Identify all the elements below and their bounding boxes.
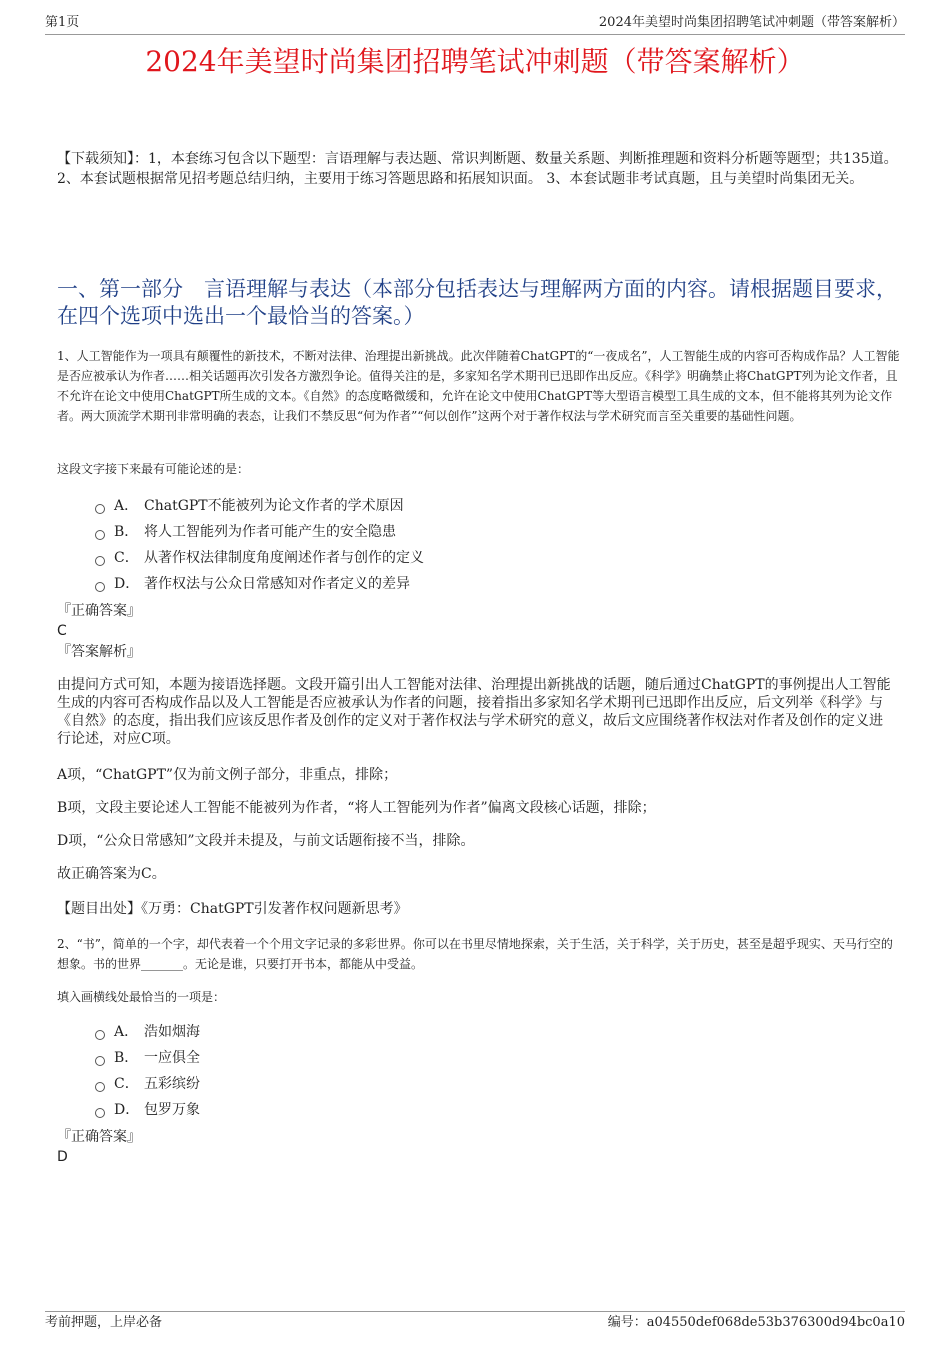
footer-slogan: 考前押题，上岸必备: [45, 1315, 163, 1330]
page-footer: [45, 1311, 905, 1332]
question-1-prompt: 这段文字接下来最有可能论述的是：: [57, 462, 250, 476]
radio-icon[interactable]: [95, 1082, 105, 1092]
answer-value: D: [57, 1149, 68, 1165]
answer-value: C: [57, 623, 67, 639]
option-letter: A．: [114, 498, 139, 514]
option-b[interactable]: [95, 519, 424, 545]
option-d[interactable]: [95, 571, 424, 597]
option-b[interactable]: [95, 1045, 200, 1071]
option-letter: C．: [114, 1076, 139, 1092]
analysis-option-a: A项，“ChatGPT”仅为前文例子部分，非重点，排除；: [57, 767, 398, 783]
option-text: ChatGPT不能被列为论文作者的学术原因: [144, 498, 404, 514]
option-text: 五彩缤纷: [144, 1076, 200, 1092]
analysis-conclusion: 故正确答案为C。: [57, 866, 166, 882]
document-title: 2024年美望时尚集团招聘笔试冲刺题（带答案解析）: [145, 45, 805, 78]
section-heading: 一、第一部分 言语理解与表达（本部分包括表达与理解两方面的内容。请根据题目要求，在四个选项中选出一个最恰当的答案。）: [57, 277, 897, 328]
option-c[interactable]: [95, 1071, 200, 1097]
option-text: 著作权法与公众日常感知对作者定义的差异: [144, 576, 410, 592]
question-2-text: 2、“书”，简单的一个字，却代表着一个个用文字记录的多彩世界。你可以在书里尽情地探索，关于生活，关于科学，关于历史，甚至是超乎现实、天马行空的想象。书的世界_______。无论是谁，只要打开书本，都能从中受益。: [57, 937, 893, 971]
option-letter: B．: [114, 1050, 139, 1066]
radio-icon[interactable]: [95, 1030, 105, 1040]
radio-icon[interactable]: [95, 1056, 105, 1066]
question-source: 【题目出处】《万勇：ChatGPT引发著作权问题新思考》: [57, 901, 408, 917]
option-text: 浩如烟海: [144, 1024, 200, 1040]
download-notice: 【下载须知】：1，本套练习包含以下题型：言语理解与表达题、常识判断题、数量关系题、判断推理题和资料分析题等题型；共135道。 2、本套试题根据常见招考题总结归纳，主要用于练习答题思路和拓展知识面。 3、本套试题非考试真题，且与美望时尚集团无关。: [57, 151, 898, 187]
analysis-label: 『答案解析』: [57, 644, 141, 660]
answer-label: 『正确答案』: [57, 1129, 141, 1145]
radio-icon[interactable]: [95, 582, 105, 592]
option-a[interactable]: [95, 1019, 200, 1045]
option-c[interactable]: [95, 545, 424, 571]
answer-label: 『正确答案』: [57, 603, 141, 619]
option-letter: B．: [114, 524, 139, 540]
radio-icon[interactable]: [95, 1108, 105, 1118]
option-text: 包罗万象: [144, 1102, 200, 1118]
option-letter: D．: [114, 1102, 140, 1118]
option-letter: D．: [114, 576, 140, 592]
option-text: 从著作权法律制度角度阐述作者与创作的定义: [144, 550, 424, 566]
question-2-prompt: 填入画横线处最恰当的一项是：: [57, 990, 226, 1004]
document-id: 编号：a04550def068de53b376300d94bc0a10: [607, 1315, 905, 1330]
question-2-options: [95, 1019, 200, 1123]
radio-icon[interactable]: [95, 530, 105, 540]
page-header: [45, 14, 905, 35]
option-letter: A．: [114, 1024, 139, 1040]
analysis-option-b: B项，文段主要论述人工智能不能被列为作者，“将人工智能列为作者”偏离文段核心话题，排除；: [57, 800, 656, 816]
option-d[interactable]: [95, 1097, 200, 1123]
radio-icon[interactable]: [95, 556, 105, 566]
option-letter: C．: [114, 550, 139, 566]
question-1-options: [95, 493, 424, 597]
page-number: 第1页: [45, 15, 80, 30]
option-text: 将人工智能列为作者可能产生的安全隐患: [144, 524, 396, 540]
question-1-text: 1、人工智能作为一项具有颠覆性的新技术，不断对法律、治理提出新挑战。此次伴随着ChatGPT的“一夜成名”，人工智能生成的内容可否构成作品？人工智能是否应被承认为作者……相关话题再次引发各方激烈争论。值得关注的是，多家知名学术期刊已迅即作出反应。《科学》明确禁止将ChatGPT列为论文作者，且不允许在论文中使用ChatGPT所生成的文本。《自然》的态度略微缓和，允许在论文中使用ChatGPT等大型语言模型工具生成的文本，但不能将其列为论文作者。两大顶流学术期刊非常明确的表态，让我们不禁反思“何为作者”“何以创作”这两个对于著作权法与学术研究而言至关重要的基础性问题。: [57, 349, 900, 423]
analysis-option-d: D项，“公众日常感知”文段并未提及，与前文话题衔接不当，排除。: [57, 833, 475, 849]
header-doc-title: 2024年美望时尚集团招聘笔试冲刺题（带答案解析）: [598, 15, 905, 30]
analysis-paragraph: 由提问方式可知，本题为接语选择题。文段开篇引出人工智能对法律、治理提出新挑战的话题，随后通过ChatGPT的事例提出人工智能生成的内容可否构成作品以及人工智能是否应被承认为作者的问题，接着指出多家知名学术期刊已迅即作出反应，后文列举《科学》与《自然》的态度，指出我们应该反思作者及创作的定义对于著作权法与学术研究的意义，故后文应围绕著作权法对作者及创作的定义进行论述，对应C项。: [57, 677, 891, 747]
radio-icon[interactable]: [95, 504, 105, 514]
option-text: 一应俱全: [144, 1050, 200, 1066]
option-a[interactable]: [95, 493, 424, 519]
